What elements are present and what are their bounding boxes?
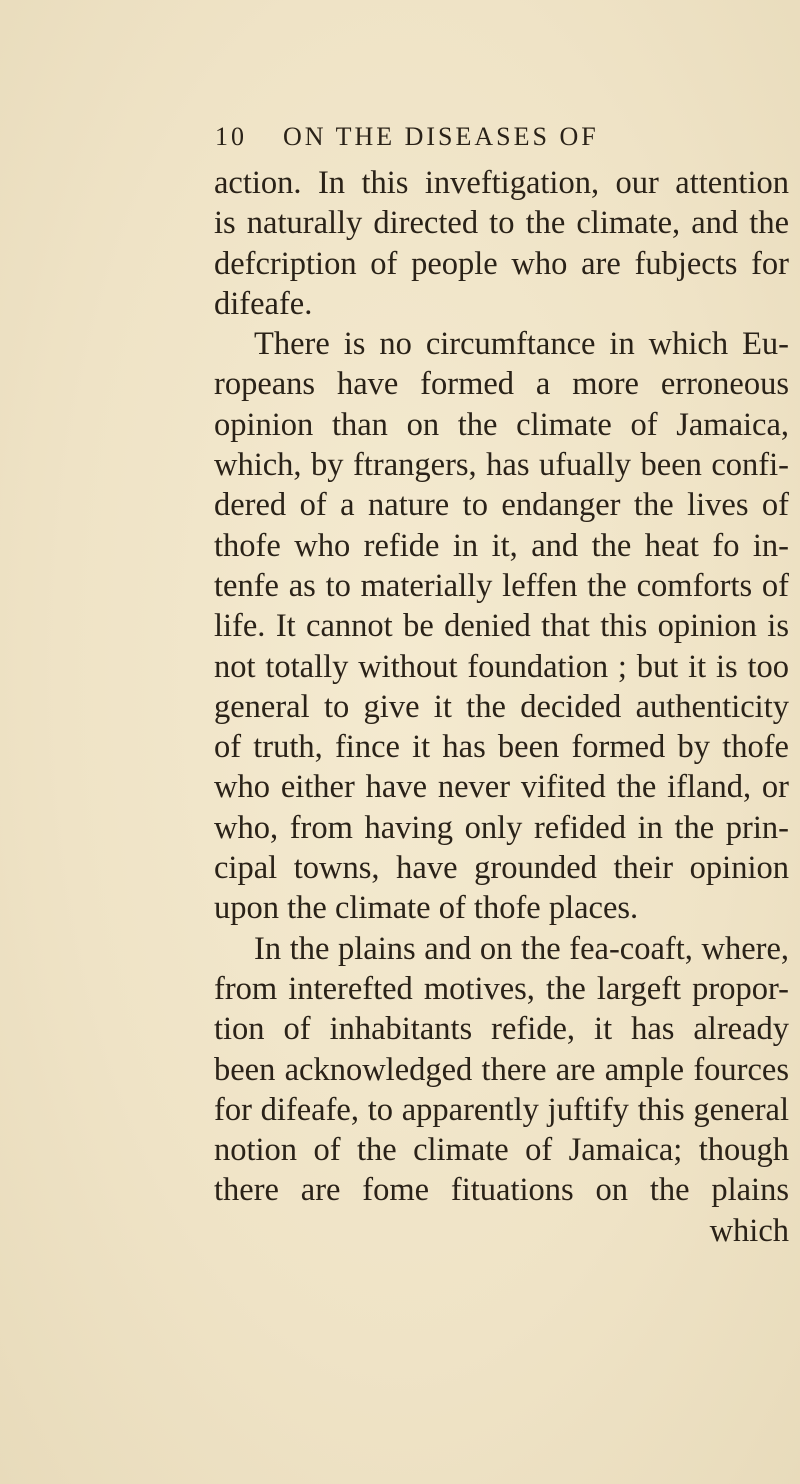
running-title: ON THE DISEASES OF xyxy=(283,122,599,151)
text-line: ropeans have formed a more erroneous xyxy=(214,366,789,403)
text-line: difeafe. xyxy=(214,285,313,322)
text-line: thofe who refide in it, and the heat fo in- xyxy=(214,527,789,564)
text-line: for difeafe, to apparently juftify this general xyxy=(214,1091,789,1128)
text-line: cipal towns, have grounded their opinion xyxy=(214,850,789,887)
page-number: 10 xyxy=(215,122,247,151)
text-line: dered of a nature to endanger the lives of xyxy=(214,487,789,524)
text-line: who either have never vifited the ifland, or xyxy=(214,769,789,806)
text-line: there are fome fituations on the plains xyxy=(214,1172,789,1209)
text-line: is naturally directed to the climate, and the xyxy=(214,205,789,242)
text-line: notion of the climate of Jamaica; though xyxy=(214,1132,789,1169)
text-line: not totally without foundation ; but it is too xyxy=(214,648,789,685)
text-line: defcription of people who are fubjects for xyxy=(214,245,789,282)
text-line: upon the climate of thofe places. xyxy=(214,890,639,927)
text-line: general to give it the decided authenticity xyxy=(214,688,789,725)
body-text xyxy=(214,163,789,1251)
text-line: action. In this inveftigation, our attention xyxy=(214,165,789,201)
text-line: In the plains and on the fea-coaft, where, xyxy=(254,930,789,967)
text-line: which, by ftrangers, has ufually been confi- xyxy=(214,447,789,484)
running-head xyxy=(215,122,775,162)
text-line: tenfe as to materially leffen the comforts of xyxy=(214,567,789,604)
text-line: who, from having only refided in the prin- xyxy=(214,809,789,846)
text-line: been acknowledged there are ample fources xyxy=(214,1051,789,1088)
text-line: of truth, fince it has been formed by thofe xyxy=(214,729,789,766)
text-line: life. It cannot be denied that this opinion is xyxy=(214,608,789,645)
text-line: There is no circumftance in which Eu- xyxy=(254,326,789,363)
text-line: tion of inhabitants refide, it has already xyxy=(214,1011,789,1048)
text-line: from interefted motives, the largeft propor- xyxy=(214,970,789,1007)
text-line: which xyxy=(709,1212,789,1249)
text-line: opinion than on the climate of Jamaica, xyxy=(214,406,789,443)
